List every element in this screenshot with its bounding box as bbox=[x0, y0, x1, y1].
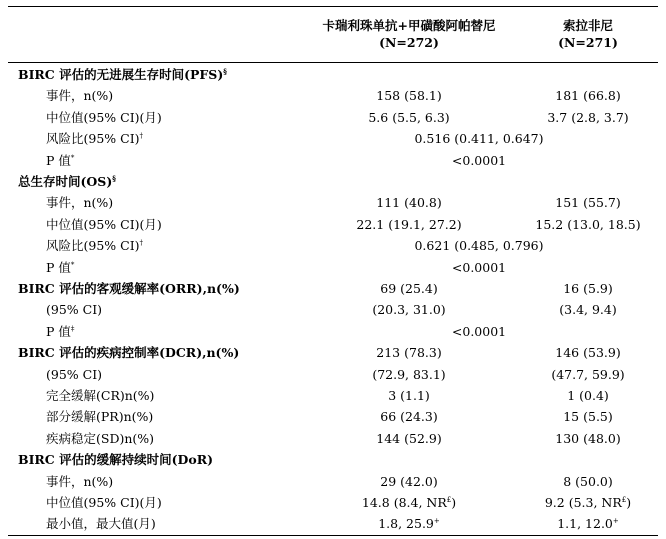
value-combo: 1.8, 25.9+ bbox=[378, 516, 440, 532]
column-header-combo-n: (N=272) bbox=[379, 35, 439, 50]
value-merged: 0.621 (0.485, 0.796) bbox=[414, 238, 544, 254]
footnote-mark: § bbox=[112, 174, 116, 183]
section-label: 总生存时间(OS)§ bbox=[18, 174, 116, 189]
table-row bbox=[8, 85, 658, 106]
value-combo: (20.3, 31.0) bbox=[372, 302, 446, 318]
row-label: 风险比(95% CI)† bbox=[46, 238, 144, 254]
column-header-combo bbox=[300, 17, 518, 51]
row-label: 中位值(95% CI)(月) bbox=[46, 495, 162, 510]
table-row bbox=[8, 406, 658, 427]
footnote-mark: ‡ bbox=[70, 324, 75, 333]
value-sorafenib: 151 (55.7) bbox=[555, 195, 621, 211]
value-merged: <0.0001 bbox=[451, 152, 507, 168]
row-label: P 值* bbox=[46, 152, 75, 168]
footnote-mark: £ bbox=[621, 496, 627, 504]
value-merged: <0.0001 bbox=[451, 323, 507, 339]
value-sorafenib: 181 (66.8) bbox=[555, 88, 621, 104]
value-combo: 111 (40.8) bbox=[376, 195, 442, 211]
row-label: P 值‡ bbox=[46, 323, 75, 339]
value-merged: 0.516 (0.411, 0.647) bbox=[414, 131, 544, 147]
table-row bbox=[8, 299, 658, 320]
value-sorafenib: 1 (0.4) bbox=[567, 388, 609, 403]
table-row bbox=[8, 513, 658, 534]
footnote-mark: * bbox=[70, 153, 75, 162]
value-combo: 69 (25.4) bbox=[380, 281, 438, 296]
value-sorafenib: 3.7 (2.8, 3.7) bbox=[547, 109, 629, 125]
table-row bbox=[8, 321, 658, 342]
header-rule bbox=[8, 62, 658, 63]
value-sorafenib: 15 (5.5) bbox=[563, 409, 613, 425]
value-merged: <0.0001 bbox=[451, 259, 507, 275]
table-row bbox=[8, 171, 658, 192]
section-label: BIRC 评估的缓解持续时间(DoR) bbox=[18, 452, 213, 468]
footnote-mark: £ bbox=[446, 496, 452, 504]
table-row bbox=[8, 278, 658, 299]
table-row bbox=[8, 471, 658, 492]
footnote-mark: + bbox=[433, 517, 440, 526]
footnote-mark: † bbox=[139, 132, 144, 141]
table-row bbox=[8, 107, 658, 128]
section-label: BIRC 评估的疾病控制率(DCR),n(%) bbox=[18, 345, 240, 361]
table-row bbox=[8, 257, 658, 278]
value-combo: 3 (1.1) bbox=[388, 388, 430, 403]
table-row bbox=[8, 214, 658, 235]
row-label: 完全缓解(CR)n(%) bbox=[46, 388, 155, 403]
row-label: 中位值(95% CI)(月) bbox=[46, 216, 162, 232]
value-combo: 158 (58.1) bbox=[376, 88, 442, 104]
value-sorafenib: 15.2 (13.0, 18.5) bbox=[535, 216, 641, 232]
footnote-mark: * bbox=[70, 260, 75, 269]
table-row bbox=[8, 150, 658, 171]
table-row bbox=[8, 428, 658, 449]
value-combo: 14.8 (8.4, NR£) bbox=[361, 495, 457, 510]
table-row bbox=[8, 128, 658, 149]
row-label: 部分缓解(PR)n(%) bbox=[46, 409, 154, 425]
column-header-sorafenib-n: (N=271) bbox=[558, 35, 618, 50]
value-sorafenib: (3.4, 9.4) bbox=[559, 302, 617, 318]
table-row bbox=[8, 364, 658, 385]
table-row bbox=[8, 385, 658, 406]
row-label: 风险比(95% CI)† bbox=[46, 131, 144, 147]
table-row bbox=[8, 192, 658, 213]
value-sorafenib: 9.2 (5.3, NR£) bbox=[544, 495, 632, 510]
value-sorafenib: 8 (50.0) bbox=[563, 473, 613, 489]
value-sorafenib: 130 (48.0) bbox=[555, 430, 621, 446]
value-sorafenib: 146 (53.9) bbox=[555, 345, 621, 361]
column-header-sorafenib-name: 索拉非尼 bbox=[562, 18, 613, 33]
table-row bbox=[8, 492, 658, 513]
table-row bbox=[8, 342, 658, 363]
value-combo: (72.9, 83.1) bbox=[372, 366, 446, 382]
value-combo: 213 (78.3) bbox=[376, 345, 442, 361]
column-header-combo-name: 卡瑞利珠单抗+甲磺酸阿帕替尼 bbox=[322, 18, 496, 33]
value-combo: 29 (42.0) bbox=[380, 473, 438, 489]
table-top-rule bbox=[8, 6, 658, 7]
row-label: 事件，n(%) bbox=[46, 195, 114, 211]
footnote-mark: † bbox=[139, 239, 144, 248]
value-sorafenib: 1.1, 12.0+ bbox=[557, 516, 619, 532]
table-row bbox=[8, 64, 658, 85]
value-sorafenib: (47.7, 59.9) bbox=[551, 366, 625, 382]
table-row bbox=[8, 235, 658, 256]
row-label: 事件，n(%) bbox=[46, 88, 114, 104]
row-label: 最小值，最大值(月) bbox=[46, 516, 156, 532]
value-combo: 144 (52.9) bbox=[376, 430, 442, 446]
column-header-sorafenib bbox=[518, 17, 658, 51]
row-label: (95% CI) bbox=[46, 366, 103, 382]
section-label: BIRC 评估的客观缓解率(ORR),n(%) bbox=[18, 281, 240, 296]
row-label: 疾病稳定(SD)n(%) bbox=[46, 430, 155, 446]
value-combo: 5.6 (5.5, 6.3) bbox=[368, 109, 450, 125]
row-label: P 值* bbox=[46, 259, 75, 275]
footnote-mark: + bbox=[612, 517, 619, 526]
row-label: (95% CI) bbox=[46, 302, 103, 318]
table-row bbox=[8, 449, 658, 470]
value-combo: 66 (24.3) bbox=[380, 409, 438, 425]
row-label: 中位值(95% CI)(月) bbox=[46, 109, 162, 125]
value-sorafenib: 16 (5.9) bbox=[563, 281, 613, 296]
table-bottom-rule bbox=[8, 535, 658, 536]
value-combo: 22.1 (19.1, 27.2) bbox=[356, 216, 462, 232]
footnote-mark: § bbox=[223, 67, 227, 76]
row-label: 事件，n(%) bbox=[46, 473, 114, 489]
section-label: BIRC 评估的无进展生存时间(PFS)§ bbox=[18, 67, 227, 82]
